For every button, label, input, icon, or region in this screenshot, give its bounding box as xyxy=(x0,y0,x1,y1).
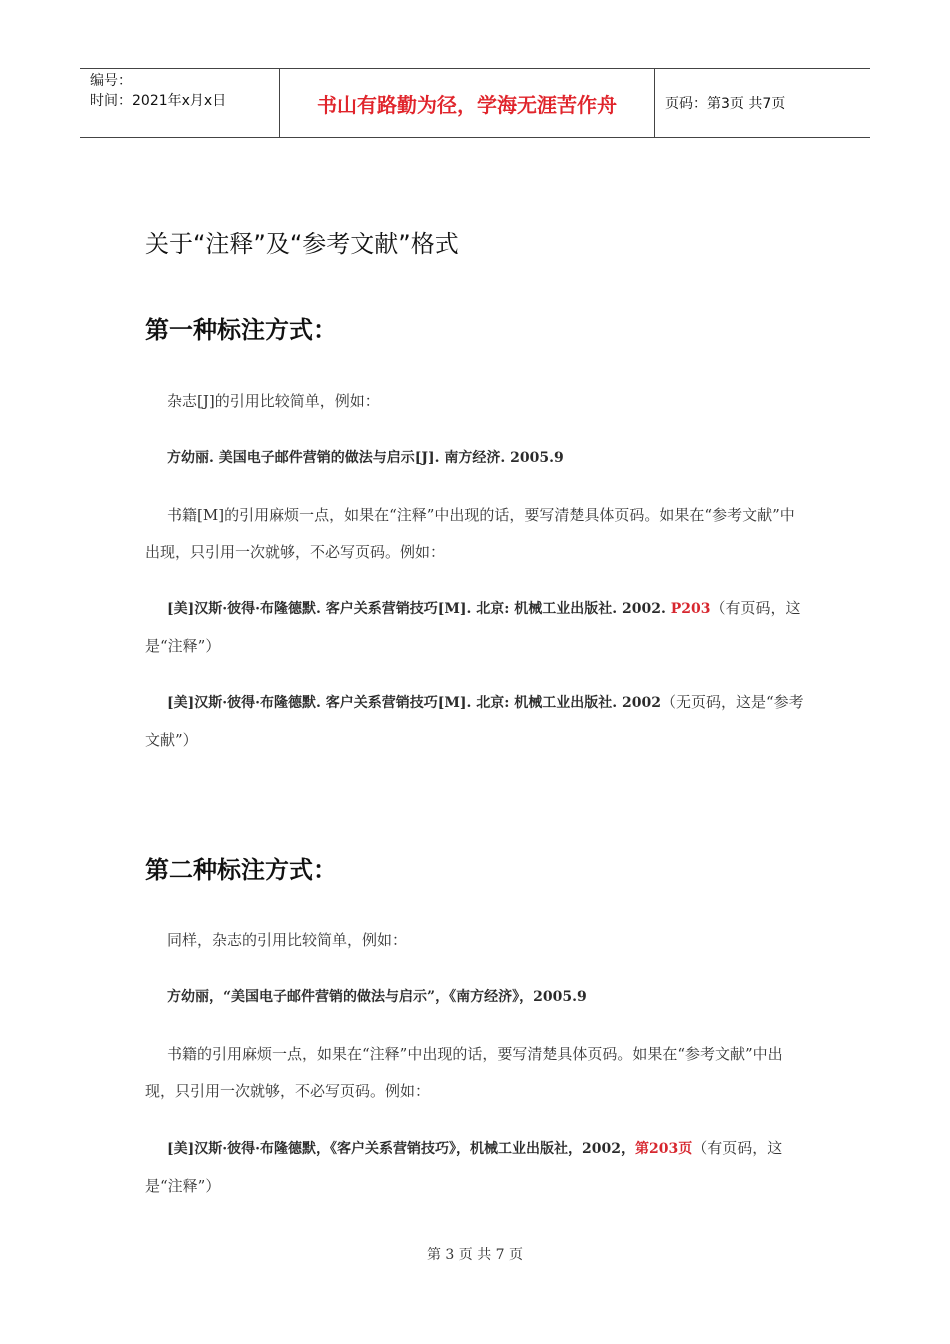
page-header xyxy=(80,68,870,138)
section1-paragraph-book: 书籍[M]的引用麻烦一点，如果在“注释”中出现的话，要写清楚具体页码。如果在“参考文献”中出现，只引用一次就够，不必写页码。例如： xyxy=(145,506,795,561)
citation-remark: （无页码，这是“参考文献”） xyxy=(145,693,804,749)
section1-example-journal: 方幼丽. 美国电子邮件营销的做法与启示[J]. 南方经济. 2005.9 xyxy=(167,450,564,466)
section1-example-book-note xyxy=(145,590,805,666)
citation-remark: （有页码，这是“注释”） xyxy=(145,1139,783,1195)
section1-heading: 第一种标注方式： xyxy=(145,316,337,344)
header-time: 时间：2021年x月x日 xyxy=(90,93,227,109)
section2-heading: 第二种标注方式： xyxy=(145,856,337,884)
header-number: 编号： xyxy=(90,73,132,89)
section2-example-journal: 方幼丽，“美国电子邮件营销的做法与启示”，《南方经济》，2005.9 xyxy=(167,989,587,1005)
document-title: 关于“注释”及“参考文献”格式 xyxy=(145,230,459,258)
section1-paragraph-journal: 杂志[J]的引用比较简单，例如： xyxy=(167,392,380,410)
section2-paragraph-book: 书籍的引用麻烦一点，如果在“注释”中出现的话，要写清楚具体页码。如果在“参考文献”中出现，只引用一次就够，不必写页码。例如： xyxy=(145,1045,783,1100)
page-number-highlight: P203 xyxy=(670,601,711,617)
citation-text: [美]汉斯·彼得·布隆德默. 客户关系营销技巧[M]. 北京: 机械工业出版社. 2002. xyxy=(167,601,671,617)
header-meta xyxy=(80,69,280,137)
header-page-info: 页码：第3页 共7页 xyxy=(665,96,786,112)
citation-remark: （有页码，这是“注释”） xyxy=(145,599,801,655)
header-motto: 书山有路勤为径，学海无涯苦作舟 xyxy=(280,69,655,137)
section1-example-book-reference xyxy=(145,684,805,760)
section2-example-book-note xyxy=(145,1130,805,1206)
section2-paragraph-journal: 同样，杂志的引用比较简单，例如： xyxy=(167,931,408,949)
citation-text: [美]汉斯·彼得·布隆德默. 客户关系营销技巧[M]. 北京: 机械工业出版社. 2002 xyxy=(167,695,661,711)
page-footer: 第 3 页 共 7 页 xyxy=(426,1247,524,1263)
page-number-highlight: 第203页 xyxy=(634,1141,693,1157)
citation-text: [美]汉斯·彼得·布隆德默，《客户关系营销技巧》，机械工业出版社，2002， xyxy=(167,1141,635,1157)
